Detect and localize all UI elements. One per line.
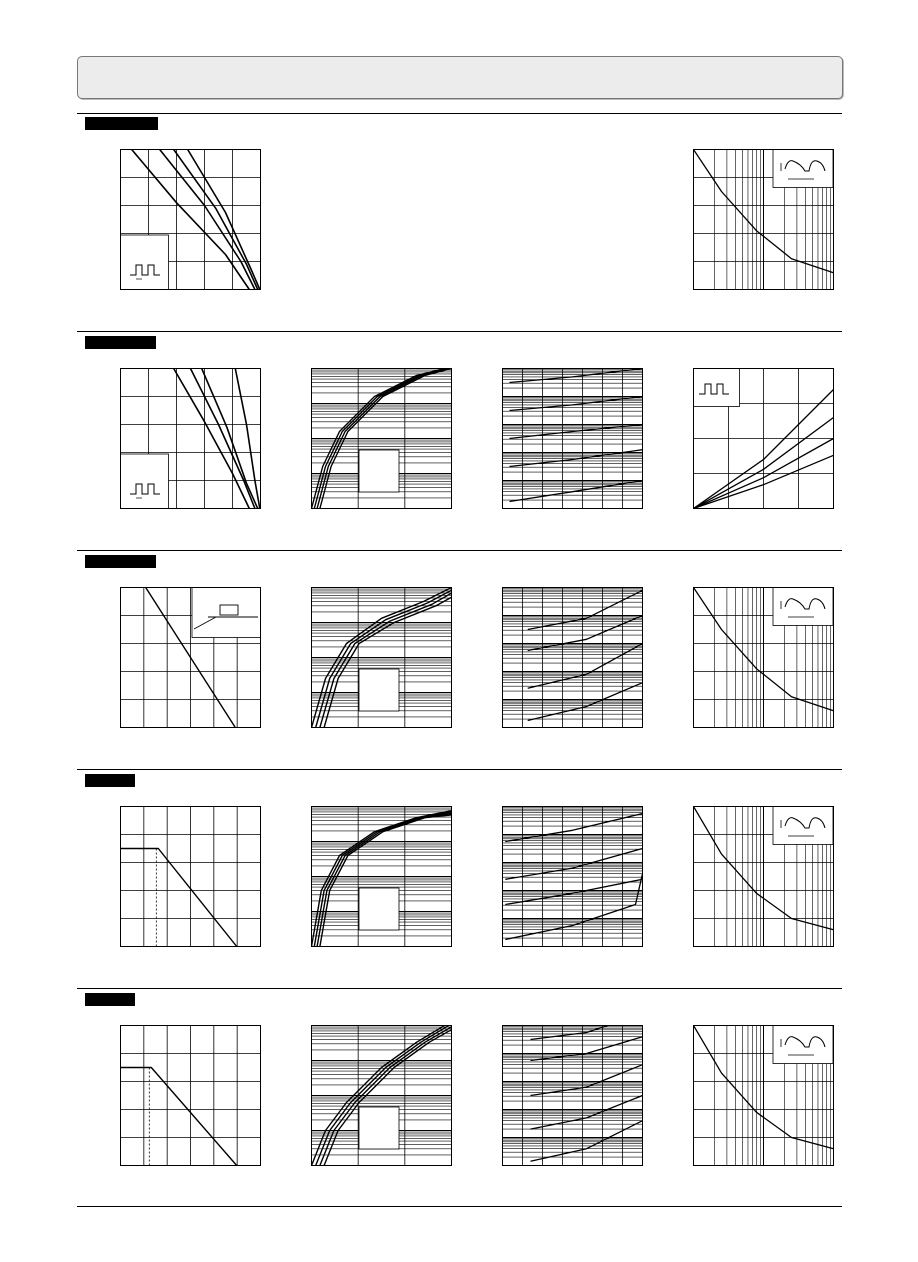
series-line: [121, 849, 237, 947]
section-tag: [85, 993, 135, 1006]
chart-svg: [502, 806, 643, 947]
series-line: [531, 1026, 608, 1040]
chart-svg: [311, 368, 452, 509]
chart-svg: [120, 149, 261, 290]
series-line: [191, 369, 255, 509]
chart-svg: [120, 587, 261, 728]
section-rule: [77, 331, 842, 332]
chart: [120, 149, 261, 290]
chart: [693, 368, 834, 509]
chart-svg: [311, 1025, 452, 1166]
chart-svg: [502, 587, 643, 728]
chart-svg: [502, 1025, 643, 1166]
component-body: [220, 605, 238, 615]
chart-svg: [693, 806, 834, 947]
chart-svg: [311, 587, 452, 728]
chart-svg: [502, 368, 643, 509]
chart: [311, 368, 452, 509]
section-tag: [85, 336, 156, 349]
chart-svg: [693, 1025, 834, 1166]
chart-svg: [311, 806, 452, 947]
chart: [311, 587, 452, 728]
pulse-inset: [121, 235, 169, 290]
legend-box: [359, 450, 399, 492]
series-line: [121, 1068, 237, 1166]
section-rule: [77, 769, 842, 770]
chart: [693, 149, 834, 290]
chart-svg: [120, 806, 261, 947]
chart: [311, 1025, 452, 1166]
chart-svg: [693, 368, 834, 509]
series-line: [531, 1121, 643, 1162]
chart: [120, 587, 261, 728]
chart: [502, 1025, 643, 1166]
chart: [502, 806, 643, 947]
legend-box: [359, 1107, 399, 1149]
series-line: [528, 616, 643, 651]
series-line: [528, 644, 643, 689]
chart: [693, 806, 834, 947]
pulse-inset: [121, 454, 169, 509]
section-tag: [85, 774, 135, 787]
chart-svg: [693, 587, 834, 728]
chart-frame: [503, 1026, 643, 1166]
chart: [693, 1025, 834, 1166]
chart: [693, 587, 834, 728]
chart: [502, 587, 643, 728]
chart-svg: [120, 368, 261, 509]
section-rule: [77, 113, 842, 114]
section-tag: [85, 555, 156, 568]
chart-frame: [503, 369, 643, 509]
chart: [120, 806, 261, 947]
section-rule: [77, 550, 842, 551]
page-header-bar: [77, 56, 843, 99]
legend-box: [359, 888, 399, 930]
series-line: [528, 683, 643, 721]
chart-svg: [120, 1025, 261, 1166]
chart: [311, 806, 452, 947]
section-tag: [85, 117, 158, 130]
chart-frame: [503, 588, 643, 728]
chart: [502, 368, 643, 509]
section-rule: [77, 988, 842, 989]
chart: [120, 368, 261, 509]
series-line: [531, 1065, 643, 1096]
chart-svg: [693, 149, 834, 290]
legend-box: [359, 669, 399, 711]
chart: [120, 1025, 261, 1166]
series-line: [160, 150, 255, 290]
footer-rule: [77, 1206, 842, 1207]
